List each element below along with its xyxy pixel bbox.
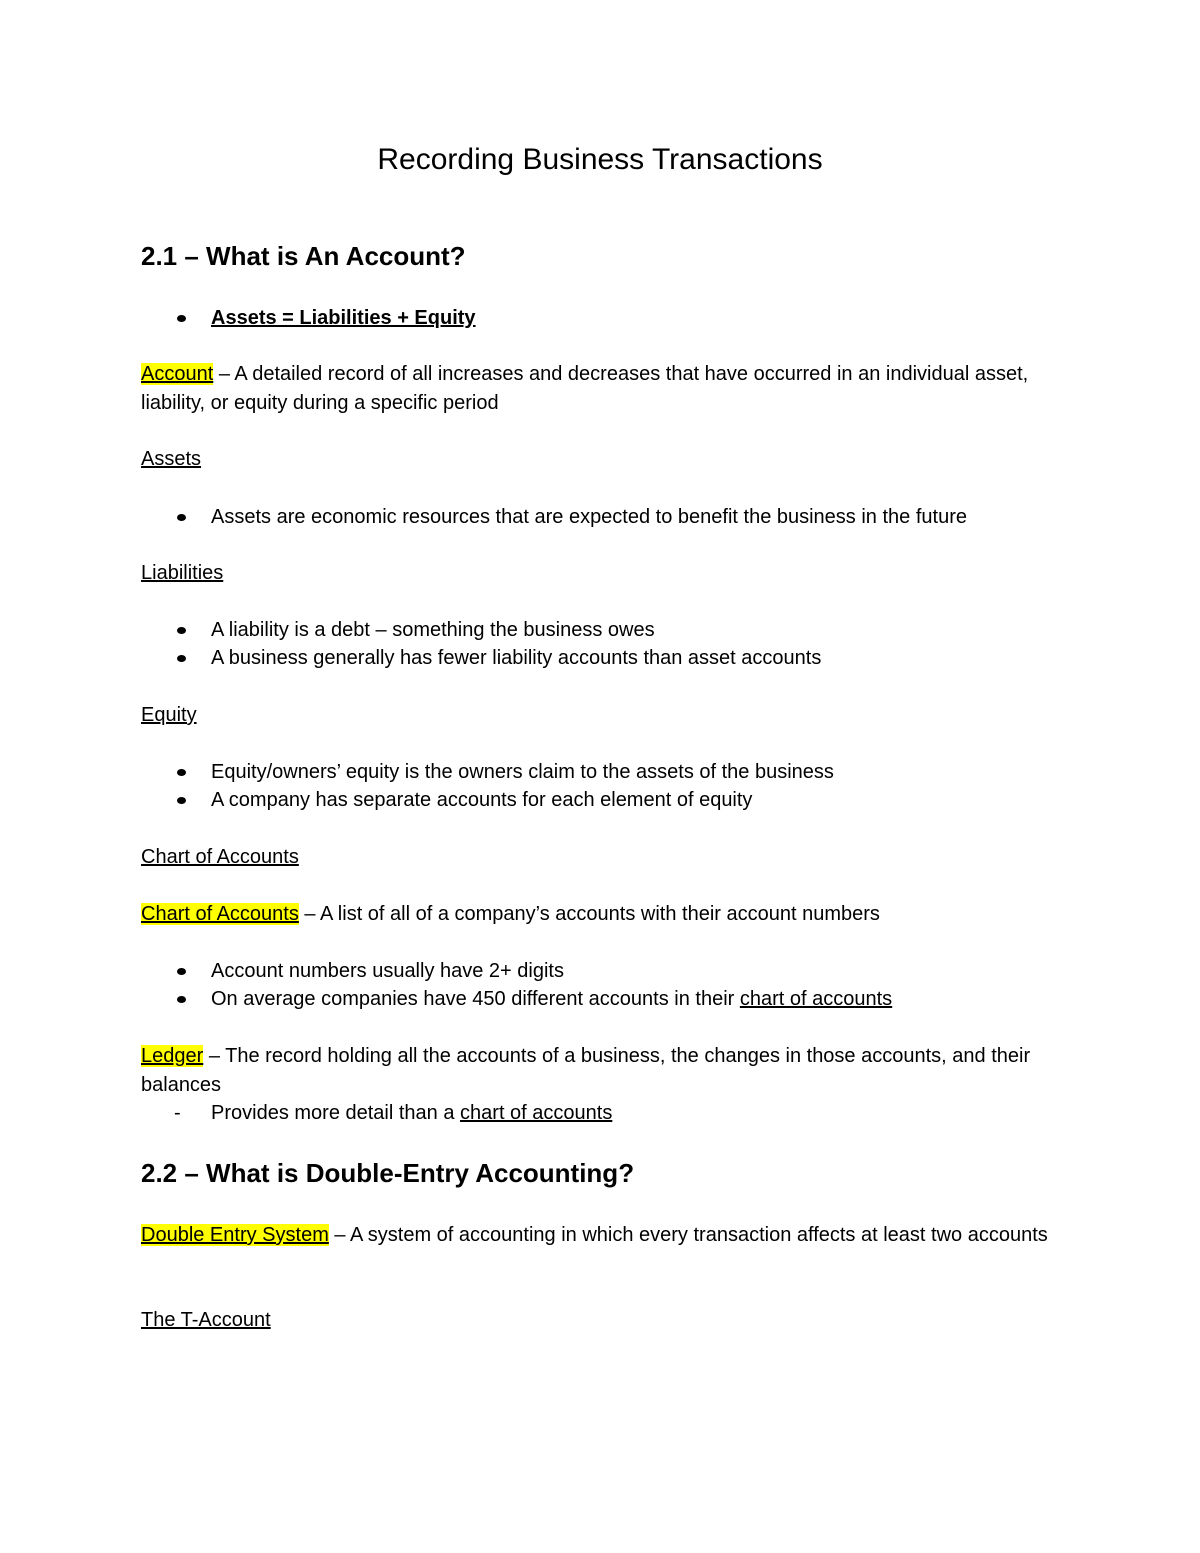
equity-heading: Equity: [141, 704, 197, 726]
bullet-icon: [177, 797, 186, 804]
bullet-icon: [177, 315, 186, 322]
double-entry-term: Double Entry System: [141, 1224, 329, 1246]
bullet-icon: [177, 655, 186, 662]
account-term: Account: [141, 363, 214, 385]
chart-of-accounts-link[interactable]: chart of accounts: [739, 988, 893, 1010]
account-definition-text: – A detailed record of all increases and decreases that have occurred in an individual asset, liability, or equity during a specific period: [141, 363, 1029, 414]
chart-of-accounts-definition: Chart of Accounts – A list of all of a company’s accounts with their account numbers: [141, 903, 880, 925]
account-definition: [141, 360, 1061, 417]
ledger-definition: Ledger – The record holding all the accounts of a business, the changes in those accounts, and their balances: [141, 1045, 1031, 1096]
t-account-heading: The T-Account: [141, 1309, 271, 1331]
chart-of-accounts-heading: Chart of Accounts: [141, 846, 299, 868]
assets-heading: Assets: [141, 448, 202, 470]
accounting-equation: Assets = Liabilities + Equity: [211, 307, 476, 329]
bullet-icon: [177, 627, 186, 634]
bullet-icon: [177, 769, 186, 776]
bullet-icon: [177, 996, 186, 1003]
document-page: Recording Business Transactions 2.1 – What is An Account? Assets = Liabilities + Equity Account – A detailed record of all increases and decreases that have occurred in an individual asset, liability, or equity during a specific period Assets Assets are economic resources that are expected to benefit the business in the future Liabilities A liability is a debt – something the business owes A business generally has fewer liability accounts than asset accounts Equity Equity/owners’ equity is the owners claim to the assets of the business A company has separate accounts for each element of equity Chart of Accounts Chart of Accounts – A list of all of a company’s accounts with their account numbers Account numbers usually have 2+ digits On average companies have 450 different accounts in their chart of accounts Ledger – The record holding all the accounts of a business, the changes in those accounts, and their balances - Provides more detail than a chart of accounts 2.2 – What is Double-Entry Accounting? Double Entry System – A system of accounting in which every transaction affects at least two accounts The T-Account: [0, 0, 1200, 1553]
chart-of-accounts-link[interactable]: chart of accounts: [460, 1102, 613, 1124]
section-heading-2-1: 2.1 – What is An Account?: [141, 241, 466, 271]
chart-of-accounts-term: Chart of Accounts: [141, 903, 299, 925]
ledger-term: Ledger: [141, 1045, 204, 1067]
double-entry-definition: Double Entry System – A system of accounting in which every transaction affects at least two accounts: [141, 1224, 1048, 1246]
document-title: Recording Business Transactions: [377, 143, 823, 176]
liabilities-heading: Liabilities: [141, 562, 224, 584]
bullet-icon: [177, 968, 186, 975]
section-heading-2-2: 2.2 – What is Double-Entry Accounting?: [141, 1158, 635, 1188]
dash-icon: -: [174, 1102, 181, 1124]
bullet-icon: [177, 514, 186, 521]
